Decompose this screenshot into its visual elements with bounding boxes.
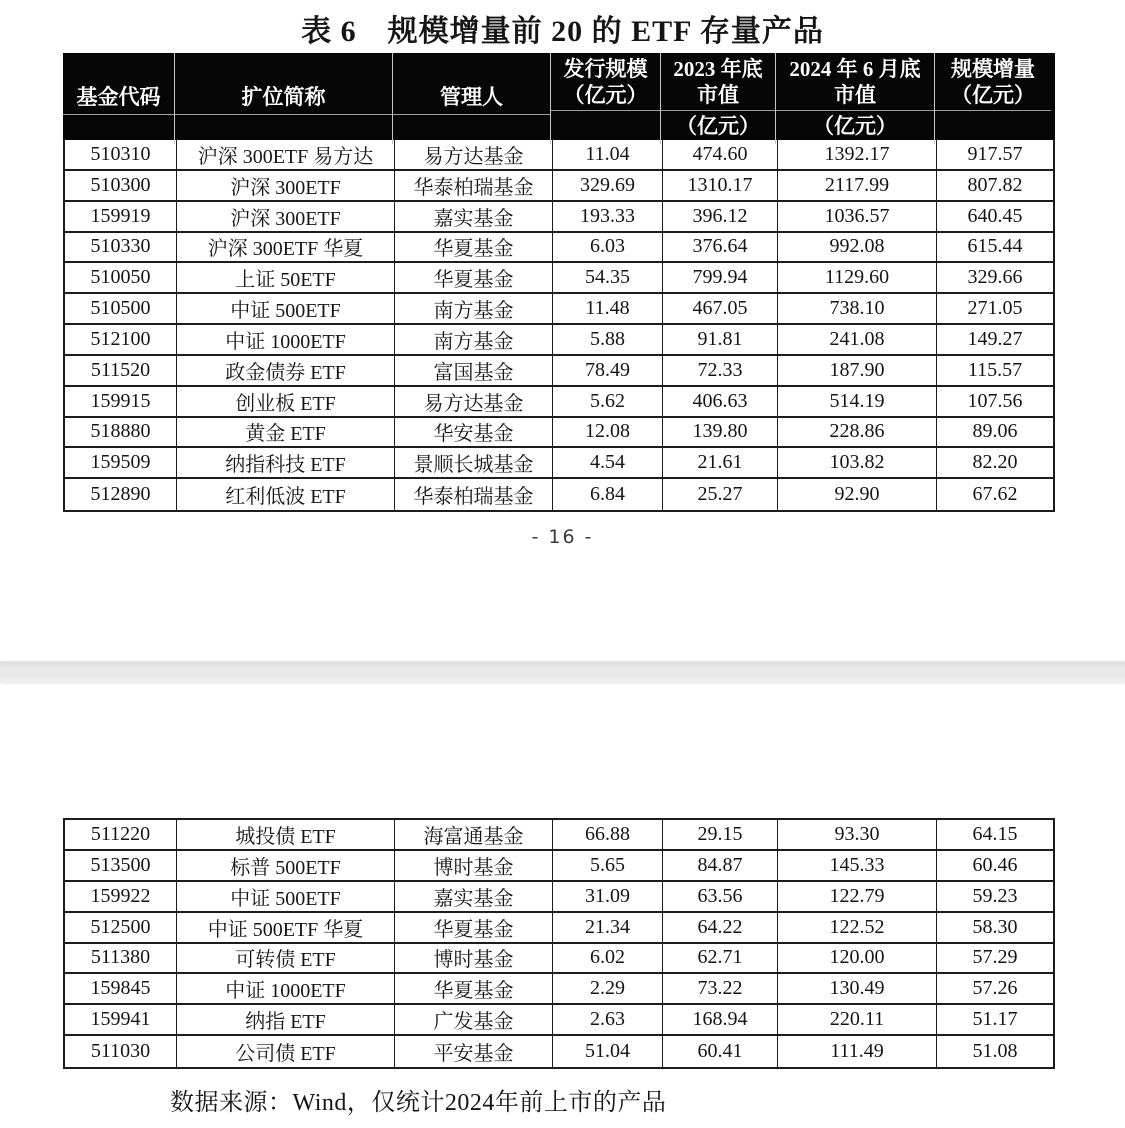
header-label-line: 扩位简称: [241, 85, 326, 109]
table-cell: 海富通基金: [395, 820, 553, 851]
table-cell: 易方达基金: [395, 387, 553, 418]
table-cell: 115.57: [937, 356, 1053, 387]
table-cell: 21.61: [663, 448, 778, 479]
table-body-page2: [63, 818, 1055, 1069]
table-cell: 可转债 ETF: [177, 944, 395, 975]
header-unit: （亿元）: [776, 110, 934, 140]
header-label-line: 2023 年底: [673, 56, 763, 81]
table-cell: 57.26: [937, 974, 1053, 1005]
table-cell: 512500: [65, 913, 177, 944]
table-cell: 107.56: [937, 387, 1053, 418]
header-unit: [935, 110, 1051, 140]
table-cell: 12.08: [553, 418, 663, 449]
table-cell: 31.09: [553, 882, 663, 913]
table-cell: 华泰柏瑞基金: [395, 479, 553, 510]
table-cell: 59.23: [937, 882, 1053, 913]
table-cell: 58.30: [937, 913, 1053, 944]
table-cell: 159919: [65, 202, 177, 233]
header-cell: [661, 53, 776, 144]
table-cell: 21.34: [553, 913, 663, 944]
table-cell: 130.49: [778, 974, 937, 1005]
table-cell: 193.33: [553, 202, 663, 233]
table-cell: 89.06: [937, 418, 1053, 449]
table-cell: 4.54: [553, 448, 663, 479]
table-cell: 中证 1000ETF: [177, 974, 395, 1005]
table-cell: 54.35: [553, 263, 663, 294]
header-label-line: 管理人: [440, 85, 503, 109]
table-cell: 沪深 300ETF: [177, 171, 395, 202]
table-cell: 220.11: [778, 1005, 937, 1036]
table-cell: 11.04: [553, 140, 663, 171]
table-cell: 228.86: [778, 418, 937, 449]
table-cell: 512100: [65, 325, 177, 356]
table-cell: 63.56: [663, 882, 778, 913]
table-cell: 467.05: [663, 294, 778, 325]
table-cell: 474.60: [663, 140, 778, 171]
header-label: [63, 53, 174, 114]
table-cell: 62.71: [663, 944, 778, 975]
data-source-note: 数据来源：Wind，仅统计2024年前上市的产品: [170, 1090, 667, 1116]
table-cell: 平安基金: [395, 1036, 553, 1067]
table-cell: 1392.17: [778, 140, 937, 171]
table-cell: 华安基金: [395, 418, 553, 449]
table-cell: 11.48: [553, 294, 663, 325]
table-cell: 510050: [65, 263, 177, 294]
header-label-line: 市值: [697, 82, 739, 107]
table-cell: 嘉实基金: [395, 882, 553, 913]
table-cell: 5.65: [553, 851, 663, 882]
table-cell: 纳指 ETF: [177, 1005, 395, 1036]
table-cell: 329.66: [937, 263, 1053, 294]
table-cell: 511220: [65, 820, 177, 851]
table-cell: 72.33: [663, 356, 778, 387]
table-cell: 富国基金: [395, 356, 553, 387]
table-cell: 73.22: [663, 974, 778, 1005]
table-cell: 5.62: [553, 387, 663, 418]
header-cell: [551, 53, 661, 144]
header-label-line: 发行规模: [563, 56, 648, 81]
table-cell: 60.41: [663, 1036, 778, 1067]
table-cell: 51.08: [972, 1040, 1018, 1063]
table-cell: 广发基金: [395, 1005, 553, 1036]
table-cell: 82.20: [937, 448, 1053, 479]
header-label-line: 规模增量: [951, 56, 1035, 81]
table-cell: 187.90: [778, 356, 937, 387]
table-cell: 92.90: [778, 479, 937, 510]
table-cell: 91.81: [663, 325, 778, 356]
table-cell: 政金债券 ETF: [177, 356, 395, 387]
header-label: [935, 53, 1051, 110]
table-cell: 122.52: [778, 913, 937, 944]
table-cell: 沪深 300ETF 华夏: [177, 233, 395, 264]
header-label: [661, 53, 775, 110]
header-cell: [393, 53, 551, 144]
table-cell: 139.80: [663, 418, 778, 449]
table-cell: 510500: [65, 294, 177, 325]
table-cell: 511030: [65, 1036, 177, 1067]
table-cell: 华夏基金: [395, 233, 553, 264]
table-cell: 华夏基金: [395, 974, 553, 1005]
table-cell: 168.94: [663, 1005, 778, 1036]
table-header-row: [63, 53, 1055, 140]
header-cell: [776, 53, 935, 144]
table-cell: 57.29: [937, 944, 1053, 975]
table-cell: 93.30: [778, 820, 937, 851]
table-cell: 中证 500ETF: [177, 882, 395, 913]
table-cell: 1310.17: [663, 171, 778, 202]
table-body-page1: [63, 140, 1055, 512]
table-cell: 64.22: [663, 913, 778, 944]
table-cell: 红利低波 ETF: [177, 479, 395, 510]
table-cell: 1036.57: [778, 202, 937, 233]
table-cell: 510330: [65, 233, 177, 264]
table-cell: 1129.60: [778, 263, 937, 294]
table-cell: 51.17: [937, 1005, 1053, 1036]
header-label: [393, 53, 550, 114]
table-cell: 5.88: [553, 325, 663, 356]
table-cell: 67.62: [972, 483, 1018, 506]
table-cell: 博时基金: [395, 944, 553, 975]
header-unit: （亿元）: [661, 110, 775, 140]
table-cell: 615.44: [937, 233, 1053, 264]
table-cell: 145.33: [778, 851, 937, 882]
header-label-line: （亿元）: [563, 82, 648, 107]
table-cell: 329.69: [553, 171, 663, 202]
table-cell: 396.12: [663, 202, 778, 233]
table-cell: 640.45: [937, 202, 1053, 233]
header-label: [776, 53, 934, 110]
etf-table-page2: [63, 818, 1055, 1069]
table-cell: 黄金 ETF: [177, 418, 395, 449]
table-cell: 嘉实基金: [395, 202, 553, 233]
header-cell: [175, 53, 393, 144]
table-cell: 78.49: [553, 356, 663, 387]
table-cell: 2.29: [553, 974, 663, 1005]
table-cell: 66.88: [553, 820, 663, 851]
table-cell: 120.00: [778, 944, 937, 975]
table-cell: 25.27: [663, 479, 778, 510]
table-cell: 博时基金: [395, 851, 553, 882]
header-label-line: （亿元）: [951, 82, 1035, 107]
table-cell: 沪深 300ETF: [177, 202, 395, 233]
page-number: - 16 -: [531, 526, 594, 548]
table-cell: 271.05: [937, 294, 1053, 325]
table-cell: 华泰柏瑞基金: [395, 171, 553, 202]
table-cell: 6.03: [553, 233, 663, 264]
table-cell: 64.15: [937, 820, 1053, 851]
table-cell: 738.10: [778, 294, 937, 325]
table-cell: 华夏基金: [395, 913, 553, 944]
table-cell: 510300: [65, 171, 177, 202]
header-label-line: 2024 年 6 月底: [789, 56, 921, 81]
table-cell: 159509: [65, 448, 177, 479]
table-cell: 2.63: [553, 1005, 663, 1036]
table-cell: 149.27: [937, 325, 1053, 356]
table-cell: 799.94: [663, 263, 778, 294]
table-cell: 华夏基金: [395, 263, 553, 294]
header-cell: [935, 53, 1051, 144]
table-cell: 511380: [65, 944, 177, 975]
table-cell: 南方基金: [395, 325, 553, 356]
table-cell: 159845: [65, 974, 177, 1005]
table-cell: 公司债 ETF: [177, 1036, 395, 1067]
header-label: [175, 53, 392, 114]
table-cell: 中证 500ETF: [177, 294, 395, 325]
table-cell: 406.63: [663, 387, 778, 418]
table-cell: 159915: [65, 387, 177, 418]
table-cell: 中证 1000ETF: [177, 325, 395, 356]
table-cell: 中证 500ETF 华夏: [177, 913, 395, 944]
table-cell: 807.82: [937, 171, 1053, 202]
table-cell: 514.19: [778, 387, 937, 418]
header-label-line: 基金代码: [76, 85, 161, 109]
table-cell: 51.04: [553, 1036, 663, 1067]
etf-table-page1: [63, 53, 1055, 512]
table-cell: 917.57: [937, 140, 1053, 171]
table-cell: 6.84: [553, 479, 663, 510]
table-cell: 510310: [65, 140, 177, 171]
header-label: [551, 53, 660, 110]
table-cell: 376.64: [663, 233, 778, 264]
table-cell: 512890: [65, 479, 177, 510]
table-cell: 513500: [65, 851, 177, 882]
page-break-band: [0, 662, 1125, 682]
table-cell: 511520: [65, 356, 177, 387]
table-cell: 沪深 300ETF 易方达: [177, 140, 395, 171]
table-cell: 122.79: [778, 882, 937, 913]
table-cell: 6.02: [553, 944, 663, 975]
table-cell: 上证 50ETF: [177, 263, 395, 294]
table-cell: 518880: [65, 418, 177, 449]
table-title: 表 6 规模增量前 20 的 ETF 存量产品: [301, 15, 824, 48]
table-cell: 2117.99: [778, 171, 937, 202]
table-cell: 159922: [65, 882, 177, 913]
table-cell: 南方基金: [395, 294, 553, 325]
header-label-line: 市值: [834, 82, 876, 107]
table-cell: 纳指科技 ETF: [177, 448, 395, 479]
table-cell: 60.46: [937, 851, 1053, 882]
header-unit: [551, 110, 660, 140]
table-cell: 992.08: [778, 233, 937, 264]
table-cell: 111.49: [778, 1036, 937, 1067]
table-cell: 103.82: [778, 448, 937, 479]
table-cell: 241.08: [778, 325, 937, 356]
table-cell: 创业板 ETF: [177, 387, 395, 418]
table-cell: 标普 500ETF: [177, 851, 395, 882]
table-cell: 29.15: [663, 820, 778, 851]
header-cell: [63, 53, 175, 144]
table-cell: 84.87: [663, 851, 778, 882]
table-cell: 城投债 ETF: [177, 820, 395, 851]
table-cell: 景顺长城基金: [395, 448, 553, 479]
table-cell: 159941: [65, 1005, 177, 1036]
table-cell: 易方达基金: [395, 140, 553, 171]
